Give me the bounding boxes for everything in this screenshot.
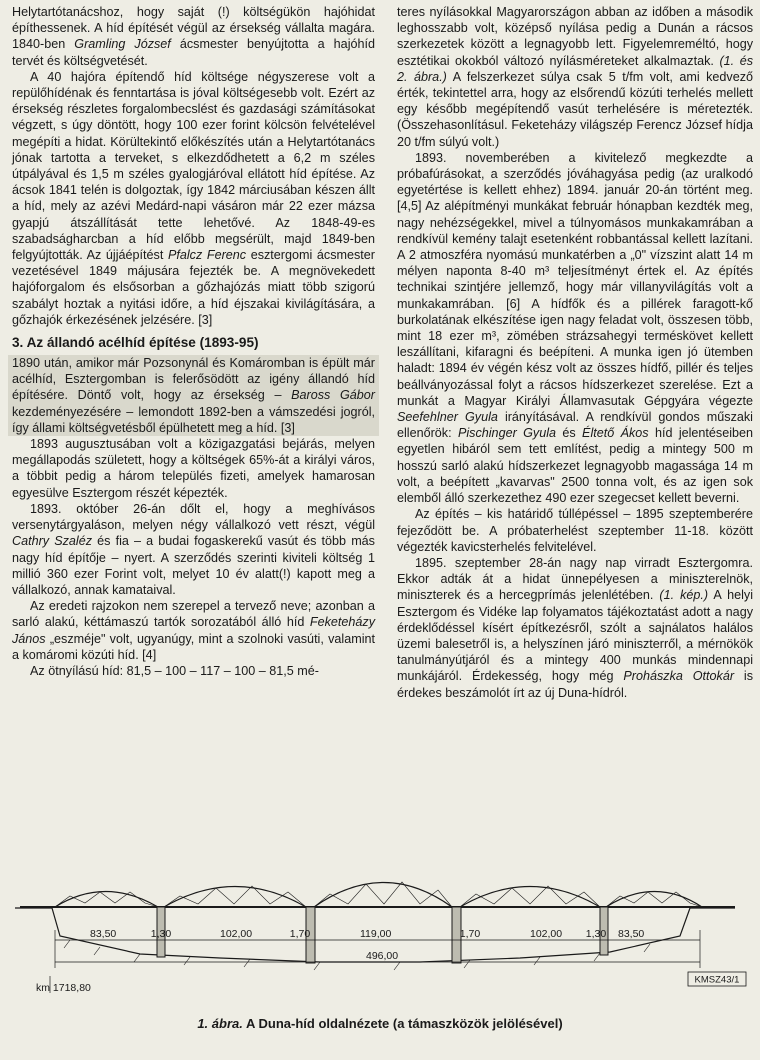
paragraph: Az ötnyílású híd: 81,5 – 100 – 117 – 100 – 81,5 mé- <box>30 663 319 678</box>
dimension-label: 102,00 <box>530 928 563 940</box>
left-column <box>12 4 375 679</box>
paragraph: A 40 hajóra építendő híd költsége négyszerese volt a repülőhídénak és fenntartása is jóval költségesebb volt. Ezért az érsekség részletes forgalombecslést és gazdasági számításokat végzett, s úgy döntött, hogy 100 ezer forint kölcsön felvételével megépíti a hidat. Körültekintő előkészítés után a Helytartótanács jónak tartotta a terveket, s elkezdődhetett a 6,2 m széles útpályával és 1,5 m széles gyalogjáróval ellátott híd építése. Az ácsok 1841 telén is dolgoztak, így 1842 márciusában készen állt a híd, mely az azévi Medárd-napi vásáron már 22 ezer mázsa gyapjú átszállítását tette lehetővé. Az 1848-49-es szabadságharcban a híd előbb megsérült, majd 1849-ben felgyújtották. Az újjáépítést Pfalcz Ferenc esztergomi ácsmester vezetésével 1849 májusára fejezték be. A megnövekedett hajóforgalom és elsősorban a gőzhajózás miatt több szigorú szabályt hoztak a nyitási időre, a híd éjszakai kivilágítására, a gőzhajók érkezésének jelzésére. [3] <box>12 69 375 327</box>
paragraph: teres nyílásokkal Magyarországon abban az időben a második leghosszabb volt, középső nyílása pedig a Dunán a rácsos szerkezetek között a legnagyobb lett. Figyelemreméltó, hogy esztétikai okokból változó nyílásméreteket alkalmaztak. (1. és 2. ábra.) A felszerkezet súlya csak 5 t/fm volt, ami kedvező érték, tekintettel arra, hogy az elsőrendű közúti terhelés mellett egy később megépítendő vasút terhelésére is méretezték. (Összehasonlításul. Feketeházy világszép Ferencz József hídja 20 t/fm súlyú volt.) <box>397 5 753 149</box>
caption-text: A Duna-híd oldalnézete (a támaszközök jelölésével) <box>246 1016 563 1031</box>
figure-caption <box>0 1016 760 1031</box>
highlight-band <box>8 355 379 436</box>
paragraph: Az eredeti rajzokon nem szerepel a tervező neve; azonban a sarló alakú, kéttámaszú tartók sorozatából álló híd Feketeházy János „eszméje" volt, ugyanúgy, mint a szolnoki vasúti, valamint a komáromi közúti híd. [4] <box>12 599 376 662</box>
paragraph: Az építés – kis határidő túllépéssel – 1895 szeptemberére fejeződött be. A próbaterhelést szeptember 11-18. között végezték kavicsterhelés felvitelével. <box>397 507 753 554</box>
dimension-label: 1,30 <box>585 928 607 940</box>
dimension-label: 1,30 <box>150 928 172 940</box>
dimension-label: 83,50 <box>618 928 645 940</box>
total-length-label: 496,00 <box>366 950 399 962</box>
paragraph: 1893. október 26-án dőlt el, hogy a meghívásos versenytárgyaláson, melyen négy vállalkozó vett részt, végül Cathry Szaléz és fia – a budai fogaskerekű vasút és több más nagy híd építője – nyert. A szerződés szerinti kiviteli költség 1 millió 360 ezer Forint volt, melyet 10 év alatt(!) kapott meg a vállalkozó, annak kamataival. <box>12 501 375 597</box>
paragraph: 1890 után, amikor már Pozsonynál és Komáromban is épült már acélhíd, Esztergomban is felerősödött az igény állandó híd építésére. Döntő volt, hogy az érsekség – Baross Gábor kezdeményezésére – lemondott 1892-ben a vámszedési jogról, így állami költségvetésből épülhetett meg a híd. [3] <box>12 356 375 435</box>
dimension-label: 102,00 <box>220 928 253 940</box>
dimension-label: 83,50 <box>90 928 117 940</box>
drawing-code: KMSZ43/1 <box>694 974 740 986</box>
section-heading: 3. Az állandó acélhíd építése (1893-95) <box>12 335 259 351</box>
dimension-label: 119,00 <box>360 928 392 940</box>
bridge-elevation-drawing <box>0 858 760 1008</box>
paragraph: 1895. szeptember 28-án nagy nap virradt Esztergomra. Ekkor adták át a hidat ünnepélyesen a miniszterelnök, miniszterek és a hercegprímás jelenlétében. (1. kép.) A helyi Esztergom és Vidéke lap folyamatos tájékoztatást adott a nagy érdeklődéssel kísért építkezésről, szólt a sajnálatos halálos üzemi balesetről is, a helyszínen járó miniszterről, a mérnökök tanulmányútjáról és a mintegy 400 munkás mindennapi munkájáról. Érdekesség, hogy még Prohászka Ottokár is érdekes beszámolót írt az új Duna-hídról. <box>397 555 754 700</box>
right-column <box>397 4 753 701</box>
km-label: km 1718,80 <box>36 982 91 994</box>
figure-number: 1. ábra. <box>197 1016 243 1031</box>
paragraph: 1893 augusztusában volt a közigazgatási bejárás, melyen megállapodás született, hogy a költségek 65%-át a királyi város, a többit pedig a három település fizeti, amelyek hamarosan egyesülve Esztergom részét képezték. <box>12 437 375 500</box>
truss-spans <box>55 882 702 907</box>
dimension-label: 1,70 <box>289 928 311 940</box>
drawing-code-box <box>688 972 746 986</box>
paragraph: Helytartótanácshoz, hogy saját (!) költségükön hajóhidat építhessenek. A híd építését végül az érsekség vállalta magára. 1840-ben Gramling József ácsmester benyújtotta a hajóhíd tervét és költségvetését. <box>12 5 375 68</box>
dimension-label: 1,70 <box>459 928 481 940</box>
paragraph: 1893. novemberében a kivitelező megkezdte a próbafúrásokat, a szerződés jóváhagyása pedig (az uralkodó egyetértése is kellett ehhez) 1894. január 20-án történt meg. [4,5] Az alépítményi munkákat február hónapban kezdték meg, nagy nehézségekkel, mivel a túlnyomásos munkakamrában a rendkívül kemény talajt esetenként robbantással kellett lazítani. A 2 atmoszféra nyomású munkatérben a „0" vízszint alatt 14 m mélyen naponta 8-40 m³ teljesítményt értek el. Az építés technikai szintjére jellemző, hogy már villanyvilágítás volt a munkakamrában. [6] A hídfők és a pillérek faragott-kő burkolatának elkészítése igen nagy feladat volt, összesen több, mint 18 ezer m³, zömében strázsahegyi terméskövet kellett leszállítani, kifaragni és beépíteni. A munka igen jó ütemben haladt: 1894 év végén kész volt az összes hídfő, pillér és teljes beállványozással folyt a rácsos hídszerkezet szerelése. Ezt a munkát a Magyar Királyi Államvasutak Gépgyára végezte Seefehlner Gyula irányításával. A rendkívül gondos műszaki ellenőrök: Pischinger Gyula és Éltető Ákos híd jelentéseiben egyetlen hibáról sem tett említést, pedig a mintegy 500 m hosszú sarló alakú hídszerkezet legnagyobb magassága 14 m volt, a beépített „kavarvas" 2500 tonna volt, és az igen sok elemből álló szerkezethez 490 ezer szegecset kellett beverni. <box>397 150 754 506</box>
